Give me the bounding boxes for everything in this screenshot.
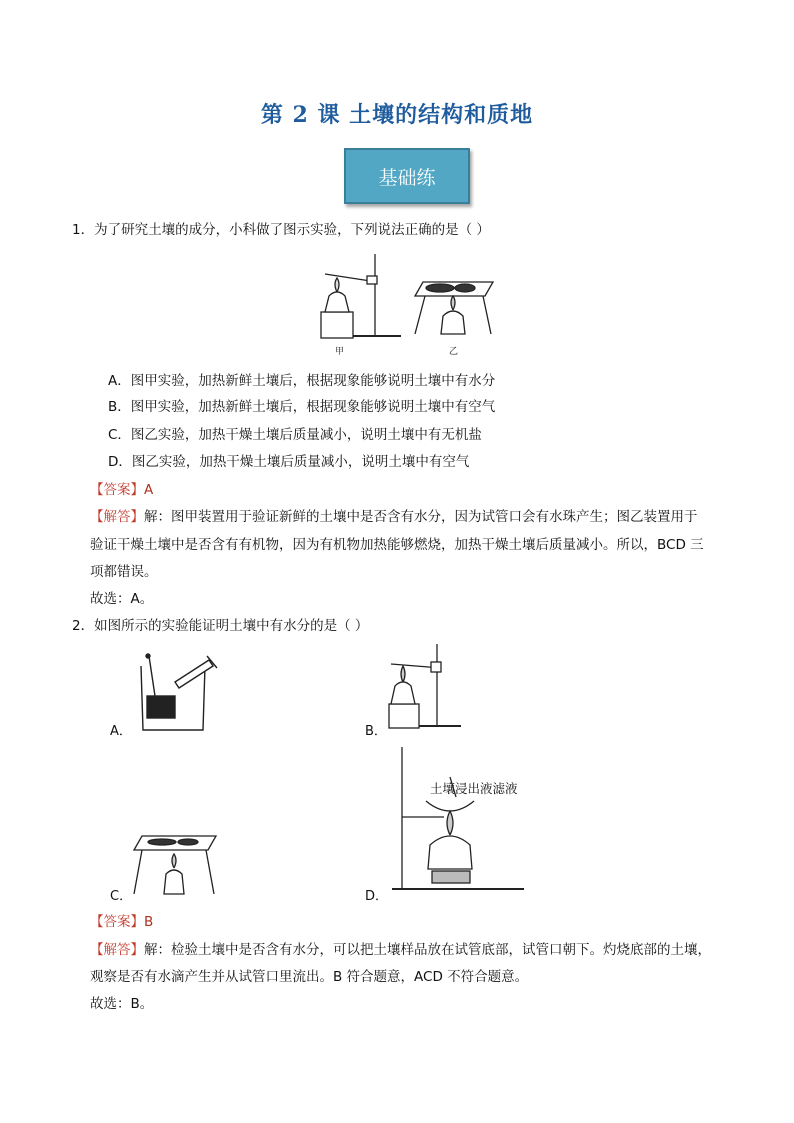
q1-option-a: A．图甲实验，加热新鲜土壤后，根据现象能够说明土壤中有水分 (108, 373, 496, 389)
q2-option-label-d: D． (365, 889, 389, 904)
q1-choice: 故选：A。 (90, 591, 154, 607)
q2-answer-line (90, 912, 153, 932)
q2-d-caption: 土壤浸出液滤液 (430, 781, 518, 796)
q2-figure-d (390, 745, 530, 895)
page-title: 第 2 课 土壤的结构和质地 (260, 102, 534, 128)
analysis-tag: 【解答】 (90, 509, 144, 525)
q2-figure-a (135, 652, 225, 734)
q1-apparatus-figure (315, 250, 505, 360)
q2-analysis-line-2: 观察是否有水滴产生并从试管口里流出。B 符合题意，ACD 不符合题意。 (90, 969, 529, 985)
q1-answer-line (90, 480, 153, 500)
q2-option-label-a: A． (110, 724, 132, 739)
answer-value: A (144, 482, 154, 498)
section-badge: 基础练 (344, 148, 470, 204)
q1-analysis-line-2: 验证干燥土壤中是否含有有机物，因为有机物加热能够燃烧，加热干燥土壤后质量减小。所以，BCD 三 (90, 537, 704, 553)
q1-option-d: D．图乙实验，加热干燥土壤后质量减小，说明土壤中有空气 (108, 454, 470, 470)
q1-analysis-line-3: 项都错误。 (90, 564, 158, 580)
answer-tag: 【答案】 (90, 914, 144, 930)
q2-choice: 故选：B。 (90, 996, 154, 1012)
q1-option-b: B．图甲实验，加热新鲜土壤后，根据现象能够说明土壤中有空气 (108, 399, 496, 415)
analysis-text: 解：检验土壤中是否含有水分，可以把土壤样品放在试管底部，试管口朝下。灼烧底部的土壤， (144, 942, 711, 958)
q1-stem: 1．为了研究土壤的成分，小科做了图示实验，下列说法正确的是（ ） (72, 222, 490, 238)
q2-stem: 2．如图所示的实验能证明土壤中有水分的是（ ） (72, 618, 369, 634)
q2-option-label-b: B． (365, 724, 387, 739)
fig-label-jia: 甲 (335, 347, 345, 357)
q2-figure-b (375, 642, 465, 732)
answer-value: B (144, 914, 154, 930)
answer-tag: 【答案】 (90, 482, 144, 498)
analysis-text: 解：图甲装置用于验证新鲜的土壤中是否含有水分，因为试管口会有水珠产生；图乙装置用于 (144, 509, 698, 525)
q1-analysis-line-1 (90, 507, 698, 527)
q2-figure-c (132, 830, 222, 896)
q2-analysis-line-1 (90, 940, 711, 960)
q2-option-label-c: C． (110, 889, 133, 904)
analysis-tag: 【解答】 (90, 942, 144, 958)
fig-label-yi: 乙 (449, 347, 459, 357)
q1-option-c: C．图乙实验，加热干燥土壤后质量减小，说明土壤中有无机盐 (108, 427, 482, 443)
